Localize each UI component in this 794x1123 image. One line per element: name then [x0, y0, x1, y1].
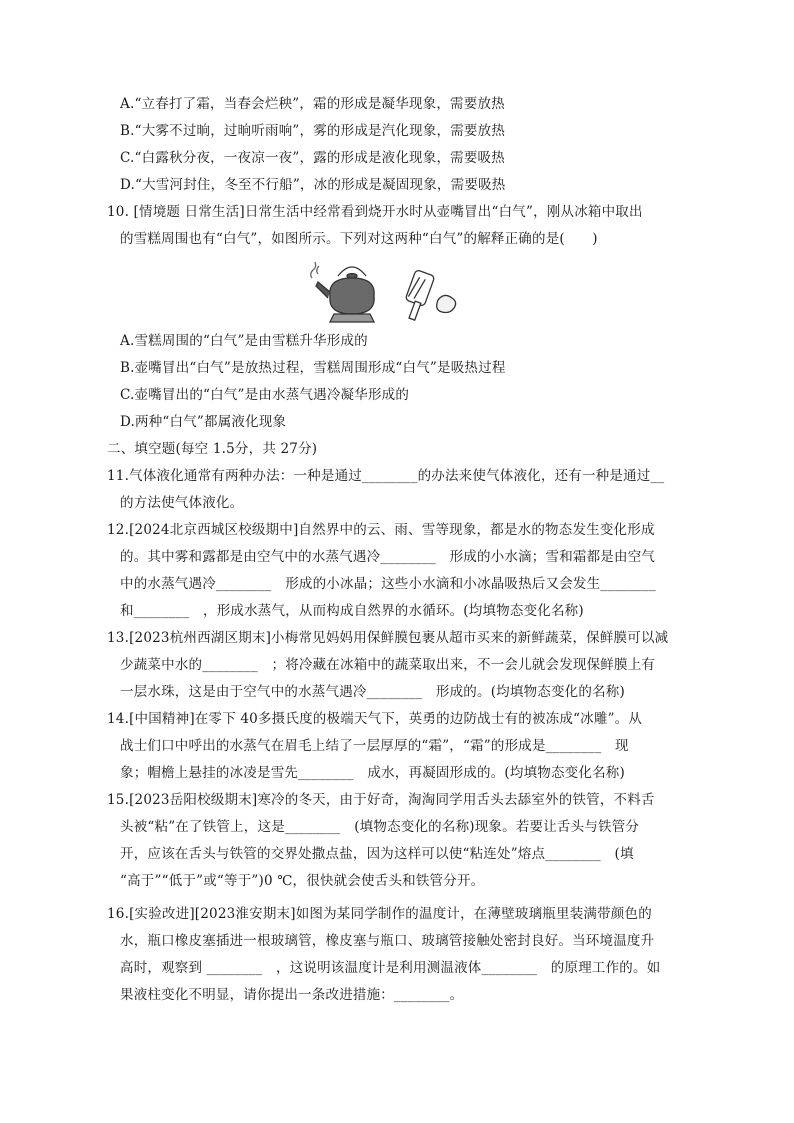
q13-line1: 13.[2023杭州西湖区期末]小梅常见妈妈用保鲜膜包裹从超市买来的新鲜蔬菜，保鲜膜可以减	[107, 630, 669, 646]
q15-line3: 开，应该在舌头与铁管的交界处撒点盐，因为这样可以使“粘连处”熔点________ (填	[120, 846, 634, 862]
q12-line3: 中的水蒸气遇冷________ 形成的小冰晶；这些小水滴和小冰晶吸热后又会发生________	[120, 576, 656, 592]
q13-line2: 少蔬菜中水的________ ；将冷藏在冰箱中的蔬菜取出来，不一会儿就会发现保鲜膜上有	[120, 657, 656, 673]
q9-option-a: A.“立春打了霜，当春会烂秧”，霜的形成是凝华现象，需要放热	[120, 96, 505, 112]
q15-line4: “高于”“低于”或“等于”)0 ℃，很快就会使舌头和铁管分开。	[120, 873, 485, 889]
q14-line1: 14.[中国精神]在零下 40多摄氏度的极端天气下，英勇的边防战士有的被冻成“冰雕”。从	[107, 711, 643, 727]
q16-line4: 果液柱变化不明显，请你提出一条改进措施：________。	[120, 987, 464, 1003]
kettle-icon	[311, 262, 374, 322]
q10-option-c: C.壶嘴冒出的“白气”是由水蒸气遇冷凝华形成的	[120, 387, 410, 403]
kettle-and-icecream-figure	[310, 256, 470, 328]
q14-line3: 象；帽檐上悬挂的冰凌是雪先________ 成水，再凝固形成的。(均填物态变化名称)	[120, 765, 625, 781]
q10-stem-line1: 10. [情境题 日常生活]日常生活中经常看到烧开水时从壶嘴冒出“白气”，刚从冰箱中取出	[107, 204, 643, 220]
q14-line2: 战士们口中呼出的水蒸气在眉毛上结了一层厚厚的“霜”，“霜”的形成是________ 现	[120, 738, 629, 754]
q10-option-b: B.壶嘴冒出“白气”是放热过程，雪糕周围形成“白气”是吸热过程	[120, 360, 506, 376]
q11-line2: 的方法使气体液化。	[120, 495, 244, 511]
q12-line1: 12.[2024北京西城区校级期中]自然界中的云、雨、雪等现象，都是水的物态发生变化形成	[107, 522, 655, 538]
q12-line4: 和________ ，形成水蒸气，从而构成自然界的水循环。(均填物态变化名称)	[120, 603, 584, 619]
icecream-icon	[405, 270, 455, 321]
q10-stem-line2: 的雪糕周围也有“白气”，如图所示。下列对这两种“白气”的解释正确的是( )	[120, 231, 598, 247]
q10-option-d: D.两种“白气”都属液化现象	[120, 414, 287, 430]
q9-option-d: D.“大雪河封住，冬至不行船”，冰的形成是凝固现象，需要吸热	[120, 177, 506, 193]
q12-line2: 的。其中雾和露都是由空气中的水蒸气遇冷________ 形成的小水滴；雪和霜都是由空气	[120, 549, 656, 565]
q15-line1: 15.[2023岳阳校级期末]寒冷的冬天，由于好奇，淘淘同学用舌头去舔室外的铁管，不料舌	[107, 792, 655, 808]
q9-option-c: C.“白露秋分夜，一夜凉一夜”，露的形成是液化现象，需要吸热	[120, 150, 505, 166]
q11-line1: 11.气体液化通常有两种办法：一种是通过________的办法来使气体液化，还有一种是通过__	[107, 468, 665, 484]
q16-line3: 高时，观察到 ________ ，这说明该温度计是利用测温液体________ 的原理工作的。如	[120, 960, 661, 976]
section-heading: 二、填空题(每空 1.5分，共 27分)	[107, 441, 318, 457]
q16-line2: 水，瓶口橡皮塞插进一根玻璃管，橡皮塞与瓶口、玻璃管接触处密封良好。当环境温度升	[120, 933, 655, 949]
q13-line3: 一层水珠，这是由于空气中的水蒸气遇冷________ 形成的。(均填物态变化的名称)	[120, 684, 625, 700]
q16-line1: 16.[实验改进][2023淮安期末]如图为某同学制作的温度计，在薄壁玻璃瓶里装满带颜色的	[107, 906, 652, 922]
q15-line2: 头被“粘”在了铁管上，这是________ (填物态变化的名称)现象。若要让舌头与铁管分	[120, 819, 640, 835]
q10-option-a: A.雪糕周围的“白气”是由雪糕升华形成的	[120, 333, 368, 349]
q9-option-b: B.“大雾不过晌，过晌听雨响”，雾的形成是汽化现象，需要放热	[120, 123, 506, 139]
